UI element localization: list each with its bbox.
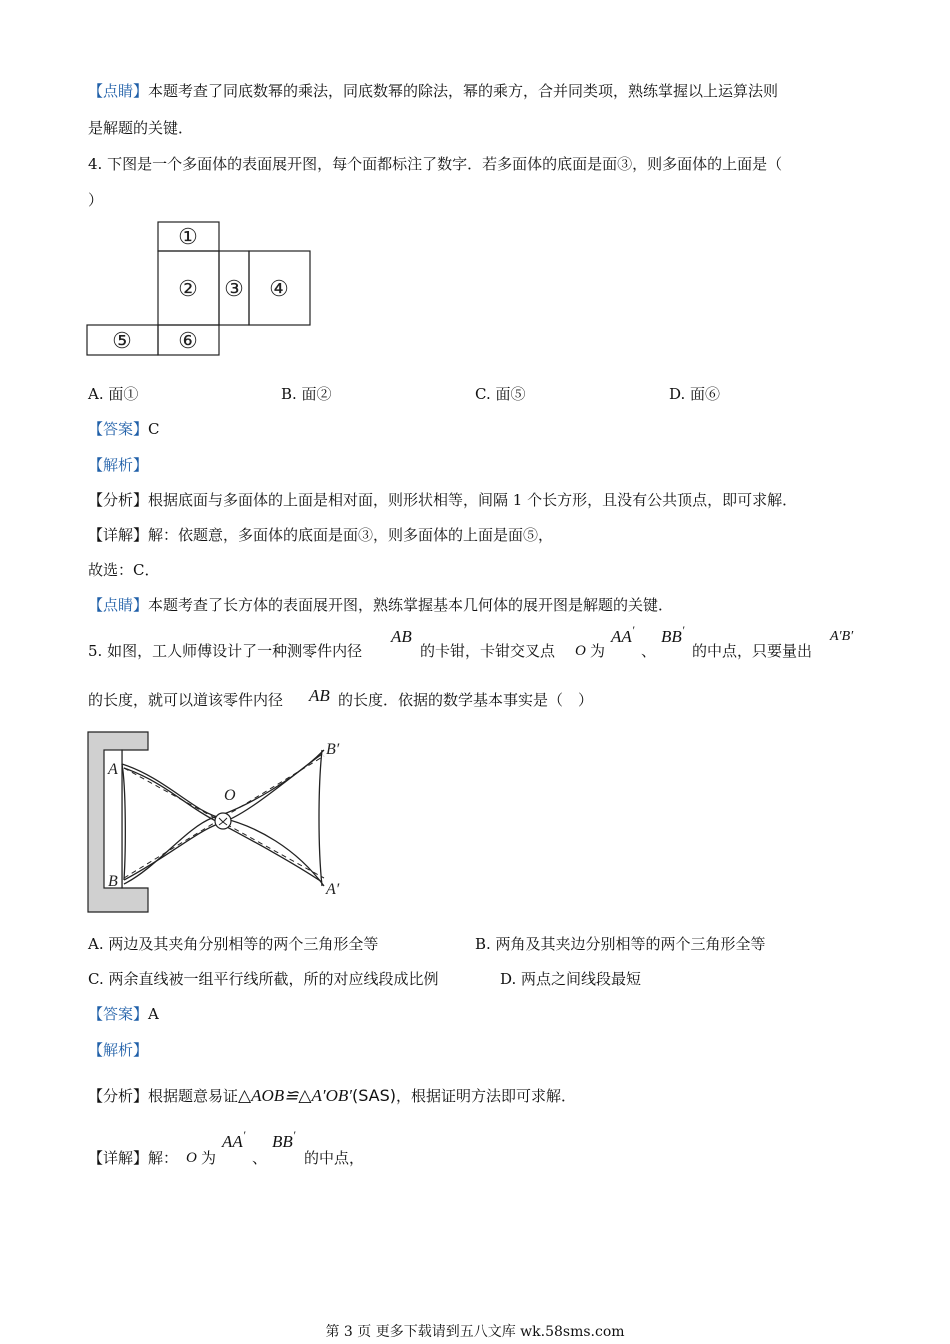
- tip-text: 本题考查了长方体的表面展开图，熟练掌握基本几何体的展开图是解题的关键．: [148, 596, 674, 614]
- q5-fenxi-line: [88, 1085, 576, 1107]
- xiangjie-tag: 【详解】: [88, 526, 149, 544]
- q4-choose-line: 故选：C．: [88, 561, 160, 579]
- q5-stem-part-e: 的长度，就可以道该零件内径: [88, 691, 284, 709]
- q5-math-AB: AB: [391, 627, 412, 646]
- q5-stem-part-a: 5. 如图，工人师傅设计了一种测零件内径: [88, 642, 363, 660]
- q5-xiangjie-BB: BB′: [272, 1128, 296, 1151]
- q5-xiangjie-part-a: [88, 1147, 178, 1169]
- q5-math-AprimeBprime: A′B′: [830, 629, 854, 644]
- answer-tag: 【答案】: [88, 1005, 149, 1023]
- sas-label: (SAS): [351, 1086, 396, 1105]
- q4-option-c: C. 面⑤: [475, 385, 526, 403]
- tip-tag: 【点睛】: [88, 82, 149, 100]
- fenxi-text-a: 根据题意易证: [148, 1087, 239, 1105]
- face-3-label: ③: [224, 276, 244, 301]
- fenxi-text: 根据底面与多面体的上面是相对面，则形状相等，间隔 1 个长方形，且没有公共顶点，即可求解．: [148, 491, 798, 509]
- q4-stem-line-2: ）: [88, 191, 104, 209]
- q5-stem-part-b: 的卡钳，卡钳交叉点: [420, 642, 556, 660]
- q5-xiangjie-part-c: 的中点，: [304, 1149, 365, 1167]
- analysis-tag: 【解析】: [88, 1041, 149, 1059]
- fenxi-tag: 【分析】: [88, 1087, 149, 1105]
- tip-tag: 【点睛】: [88, 596, 149, 614]
- q5-separator: 、: [641, 642, 657, 660]
- q5-stem-part-d: 的中点，只要量出: [692, 642, 813, 660]
- point-A-label: A: [108, 761, 118, 778]
- xiangjie-text: 解：依题意，多面体的底面是面③，则多面体的上面是面⑤，: [148, 526, 554, 544]
- congruence-expression: △AOB≌△A′OB′: [238, 1086, 352, 1105]
- q4-fenxi-line: [88, 489, 797, 511]
- page-footer: 第 3 页 更多下载请到五八文库 wk.58sms.com: [325, 1324, 625, 1340]
- point-O-label: O: [224, 787, 236, 804]
- q5-option-d: D. 两点之间线段最短: [500, 970, 642, 988]
- xiangjie-text-a: 解：: [148, 1149, 179, 1167]
- q4-option-b: B. 面②: [281, 385, 332, 403]
- q5-option-c: C. 两余直线被一组平行线所截，所的对应线段成比例: [88, 970, 439, 988]
- q4-tip-line: [88, 594, 673, 616]
- face-2-label: ②: [178, 276, 198, 301]
- answer-value: C: [148, 420, 160, 438]
- tip-text: 本题考查了同底数幂的乘法，同底数幂的除法，幂的乘方，合并同类项，熟练掌握以上运算法则: [148, 82, 779, 100]
- q5-math-AA: AA′: [611, 623, 635, 646]
- q5-stem-part-c: 为: [590, 642, 606, 660]
- point-B-label: B: [108, 873, 118, 890]
- q4-answer-line: [88, 418, 160, 440]
- q4-option-d: D. 面⑥: [669, 385, 721, 403]
- q5-math-BB: BB′: [661, 623, 685, 646]
- q5-xiangjie-AA: AA′: [222, 1128, 246, 1151]
- q4-net-figure: [86, 220, 312, 358]
- q5-answer-line: [88, 1003, 159, 1025]
- q5-option-b: B. 两角及其夹边分别相等的两个三角形全等: [475, 935, 766, 953]
- q5-xiangjie-O: O: [186, 1150, 197, 1166]
- q5-stem-part-f: 的长度．依据的数学基本事实是（ ）: [338, 691, 594, 709]
- q5-option-a: A. 两边及其夹角分别相等的两个三角形全等: [88, 935, 379, 953]
- prev-tip-line-2: 是解题的关键．: [88, 119, 194, 137]
- q5-xiangjie-part-b: 为: [201, 1149, 217, 1167]
- prev-tip-line-1: [88, 80, 778, 102]
- q5-math-AB-2: AB: [309, 686, 330, 705]
- q5-xiangjie-separator: 、: [252, 1149, 268, 1167]
- face-6-label: ⑥: [178, 328, 198, 353]
- point-Bprime-label: B′: [326, 741, 340, 758]
- face-4-label: ④: [269, 276, 289, 301]
- q5-math-O: O: [575, 643, 586, 659]
- point-Aprime-label: A′: [326, 881, 340, 898]
- xiangjie-tag: 【详解】: [88, 1149, 149, 1167]
- q4-stem-line-1: 4. 下图是一个多面体的表面展开图，每个面都标注了数字．若多面体的底面是面③，则多面体的上面是（: [88, 155, 783, 173]
- q4-option-a: A. 面①: [88, 385, 139, 403]
- q4-analysis-tag: [88, 454, 148, 476]
- q4-xiangjie-line: [88, 524, 553, 546]
- fenxi-text-b: ，根据证明方法即可求解．: [396, 1087, 577, 1105]
- q5-caliper-figure: [86, 728, 356, 916]
- q5-analysis-tag: [88, 1039, 148, 1061]
- face-5-label: ⑤: [112, 328, 132, 353]
- answer-tag: 【答案】: [88, 420, 149, 438]
- analysis-tag: 【解析】: [88, 456, 149, 474]
- answer-value: A: [148, 1005, 159, 1023]
- face-1-label: ①: [178, 224, 198, 249]
- fenxi-tag: 【分析】: [88, 491, 149, 509]
